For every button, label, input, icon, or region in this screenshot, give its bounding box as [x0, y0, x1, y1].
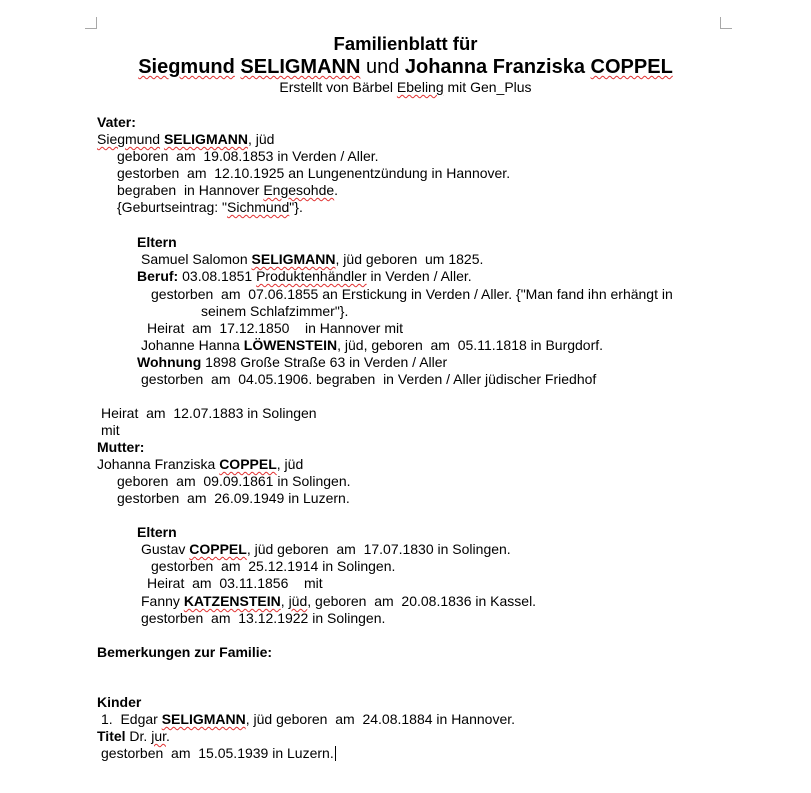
vater-eltern-mother-first: Johanne Hanna: [141, 337, 240, 353]
vater-buried-post: .: [334, 182, 339, 198]
mutter-eltern-father-first: Gustav: [141, 541, 186, 557]
vater-buried: [117, 182, 338, 199]
vater-eltern-father-rest: , jüd geboren um 1825.: [335, 251, 484, 267]
mutter-eltern-mother-comma: ,: [280, 593, 285, 609]
vater-buried-place: Engesohde: [263, 182, 335, 198]
title-mother-last: COPPEL: [590, 56, 673, 78]
vater-eltern-father-last: SELIGMANN: [251, 251, 336, 267]
vater-eltern-father-died-2: seinem Schlafzimmer"}.: [201, 303, 349, 319]
mutter-eltern-father-rest: , jüd geboren am 17.07.1830 in Solingen.: [246, 541, 511, 557]
vater-last-name: SELIGMANN: [163, 131, 248, 147]
kinder-titel: [97, 728, 170, 745]
vater-note-word: Sichmund: [227, 199, 290, 215]
mutter-eltern-mother-rest: , geboren am 20.08.1836 in Kassel.: [307, 593, 537, 609]
kinder-heading: Kinder: [97, 694, 142, 710]
vater-eltern-mother: [141, 337, 603, 354]
mutter-eltern-mother-died: gestorben am 13.12.1922 in Solingen.: [141, 610, 386, 626]
created-by-post: mit Gen_Plus: [447, 79, 532, 95]
mutter-eltern-heading: Eltern: [137, 524, 177, 540]
vater-name-suffix: , jüd: [247, 131, 275, 147]
titel-pre: Dr.: [129, 728, 148, 744]
vater-eltern-beruf: [137, 268, 472, 285]
beruf-label: Beruf:: [137, 268, 179, 284]
document-title-names: [0, 56, 811, 79]
mutter-eltern-mother: [141, 593, 536, 610]
title-mother-first: Johanna Franziska: [404, 56, 585, 78]
vater-died: gestorben am 12.10.1925 an Lungenentzündung in Hannover.: [117, 165, 511, 181]
mutter-eltern-heirat: Heirat am 03.11.1856 mit: [147, 575, 323, 591]
created-by-pre: Erstellt von Bärbel: [279, 79, 394, 95]
mutter-eltern-mother-first: Fanny: [141, 593, 180, 609]
child1-rest: , jüd geboren am 24.08.1884 in Hannover.: [245, 711, 516, 727]
vater-buried-pre: begraben in Hannover: [117, 182, 260, 198]
vater-note-pre: {Geburtseintrag: ": [117, 199, 228, 215]
title-father-last: SELIGMANN: [240, 56, 361, 78]
beruf-word: Produktenhändler: [256, 268, 367, 284]
wohnung-label: Wohnung: [137, 354, 202, 370]
mutter-last-name: COPPEL: [219, 456, 277, 472]
kinder-child1: [101, 711, 515, 728]
page-margin-corner-top-right: [720, 17, 732, 29]
vater-born: geboren am 19.08.1853 in Verden / Aller.: [117, 148, 379, 164]
beruf-post: in Verden / Aller.: [370, 268, 472, 284]
vater-eltern-father-first: Samuel Salomon: [141, 251, 248, 267]
document-title-line1: Familienblatt für: [333, 33, 478, 54]
mutter-eltern-mother-jued: jüd: [288, 593, 308, 609]
title-und: und: [365, 56, 400, 78]
vater-eltern-heirat: Heirat am 17.12.1850 in Hannover mit: [147, 320, 404, 336]
vater-eltern-mother-last: LÖWENSTEIN: [243, 337, 338, 353]
bemerkungen-heading: Bemerkungen zur Familie:: [97, 644, 273, 660]
mutter-eltern-father-died: gestorben am 25.12.1914 in Solingen.: [151, 558, 396, 574]
mutter-eltern-father: [141, 541, 511, 558]
titel-post: .: [166, 728, 170, 744]
created-by-name: Ebeling: [396, 79, 444, 95]
vater-eltern-mother-rest: , jüd, geboren am 05.11.1818 in Burgdorf.: [337, 337, 604, 353]
vater-eltern-father: [141, 251, 483, 268]
child1-pre: 1. Edgar: [101, 711, 158, 727]
vater-eltern-father-died-1: gestorben am 07.06.1855 an Erstickung in Verden / Aller. {"Man fand ihn erhängt in: [151, 286, 673, 302]
child1-last: SELIGMANN: [161, 711, 246, 727]
wohnung-text: 1898 Große Straße 63 in Verden / Aller: [205, 354, 448, 370]
kinder-died-text: gestorben am 15.05.1939 in Luzern.: [101, 745, 334, 761]
titel-label: Titel: [97, 728, 126, 744]
vater-note: [117, 199, 303, 216]
page-margin-corner-top-left: [85, 17, 97, 29]
mutter-died: gestorben am 26.09.1949 in Luzern.: [117, 490, 350, 506]
mutter-heading: Mutter:: [97, 439, 145, 455]
kinder-died: [101, 745, 336, 762]
mutter-born: geboren am 09.09.1861 in Solingen.: [117, 473, 351, 489]
mutter-first-name: Johanna Franziska: [97, 456, 216, 472]
vater-eltern-wohnung: [137, 354, 447, 371]
mutter-name: [97, 456, 303, 473]
vater-note-post: "}.: [289, 199, 303, 215]
beruf-date: 03.08.1851: [182, 268, 253, 284]
vater-first-name: Siegmund: [97, 131, 161, 147]
titel-word: jur: [151, 728, 166, 744]
vater-name: [97, 131, 274, 148]
vater-eltern-heading: Eltern: [137, 234, 177, 250]
heirat-mit: mit: [101, 422, 120, 438]
mutter-name-suffix: , jüd: [276, 456, 304, 472]
vater-heading: Vater:: [97, 114, 136, 130]
document-created-by: [0, 79, 811, 95]
text-cursor: [335, 746, 336, 761]
title-father-first: Siegmund: [138, 56, 235, 78]
vater-eltern-mother-died: gestorben am 04.05.1906. begraben in Verden / Aller jüdischer Friedhof: [141, 371, 597, 387]
mutter-eltern-mother-last: KATZENSTEIN: [183, 593, 281, 609]
heirat-line: Heirat am 12.07.1883 in Solingen: [101, 405, 317, 421]
mutter-eltern-father-last: COPPEL: [189, 541, 247, 557]
